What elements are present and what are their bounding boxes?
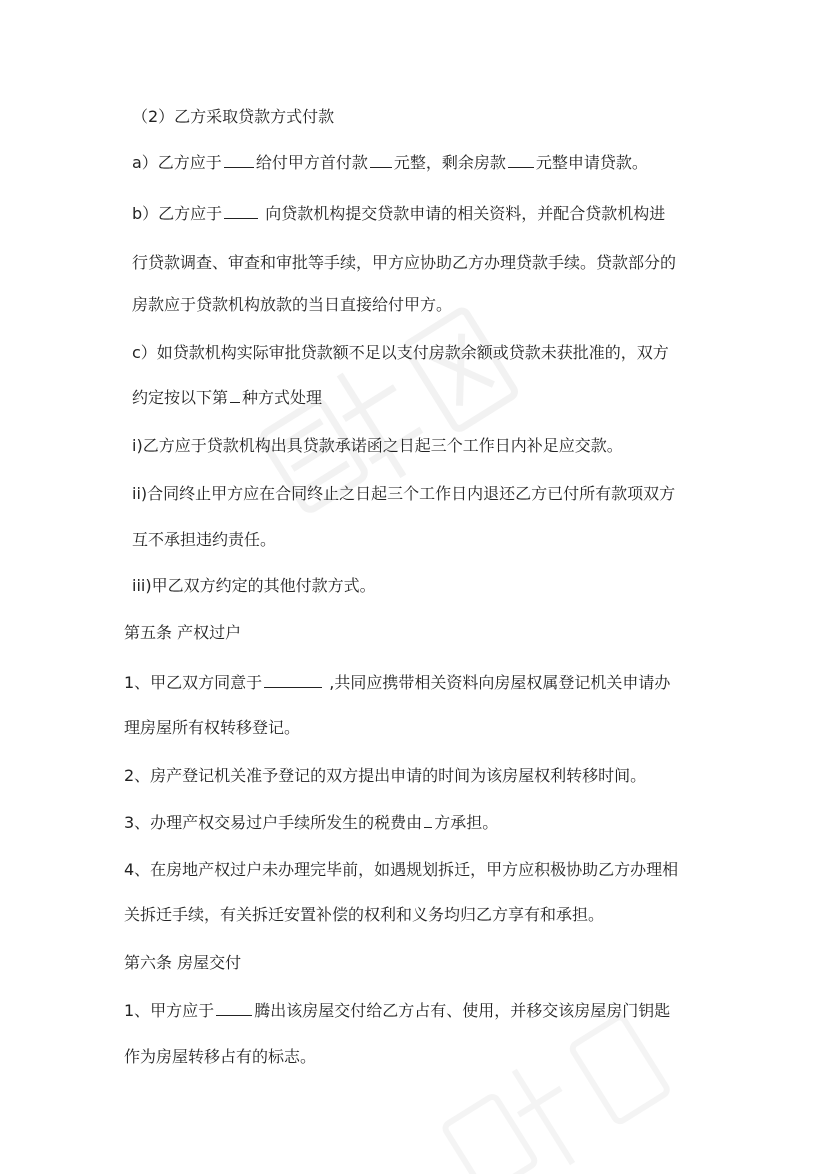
paragraph-line [132, 294, 452, 316]
paragraph-line [124, 717, 300, 739]
line-text: 向贷款机构提交贷款申请的相关资料，并配合贷款机构进 [260, 204, 666, 223]
line-text: 种方式处理 [242, 388, 323, 407]
fill-in-blank [224, 152, 254, 168]
line-text: （2）乙方采取贷款方式付款 [132, 107, 335, 126]
fill-in-blank [424, 812, 432, 828]
line-text: 约定按以下第 [132, 388, 229, 407]
fill-in-blank [230, 387, 240, 403]
line-text: 理房屋所有权转移登记。 [124, 718, 301, 737]
fill-in-blank [216, 1000, 252, 1016]
line-text: i)乙方应于贷款机构出具贷款承诺函之日起三个工作日内补足应交款。 [132, 436, 623, 455]
paragraph-line [124, 1000, 670, 1022]
fill-in-blank [264, 672, 322, 688]
line-text: a）乙方应于 [132, 153, 222, 172]
paragraph-line [132, 342, 669, 364]
line-text: 元整，剩余房款 [393, 153, 506, 172]
fill-in-blank [224, 203, 258, 219]
paragraph-line [124, 765, 646, 787]
line-text: 房款应于贷款机构放款的当日直接给付甲方。 [132, 295, 453, 314]
line-text: b）乙方应于 [132, 204, 223, 223]
paragraph-line [132, 529, 276, 551]
line-text: 互不承担违约责任。 [132, 530, 277, 549]
line-text: 4、在房地产权过户未办理完毕前，如遇规划拆迁，甲方应积极协助乙方办理相 [124, 860, 679, 879]
paragraph-line [124, 859, 678, 881]
line-text: ii)合同终止甲方应在合同终止之日起三个工作日内退还乙方已付所有款项双方 [132, 484, 676, 503]
line-text: 关拆迁手续，有关拆迁安置补偿的权利和义务均归乙方享有和承担。 [124, 905, 605, 924]
section-heading [124, 622, 241, 644]
paragraph-line [124, 812, 498, 834]
line-text: 作为房屋转移占有的标志。 [124, 1047, 317, 1066]
paragraph-line [124, 672, 670, 694]
paragraph-line [132, 575, 376, 597]
paragraph-line [132, 203, 665, 225]
paragraph-line [124, 1046, 316, 1068]
line-text: c）如贷款机构实际审批贷款额不足以支付房款余额或贷款未获批准的，双方 [132, 343, 669, 362]
line-text: 1、甲方应于 [124, 1001, 215, 1020]
fill-in-blank [508, 152, 534, 168]
line-text: 1、甲乙双方同意于 [124, 673, 263, 692]
line-text: 2、房产登记机关准予登记的双方提出申请的时间为该房屋权利转移时间。 [124, 766, 647, 785]
paragraph-line [132, 106, 334, 128]
line-text: 给付甲方首付款 [255, 153, 368, 172]
paragraph-line [132, 387, 322, 409]
line-text: 行贷款调查、审查和审批等手续，甲方应协助乙方办理贷款手续。贷款部分的 [132, 253, 677, 272]
watermark-logo-secondary [410, 953, 749, 1174]
line-text: iii)甲乙双方约定的其他付款方式。 [132, 576, 376, 595]
line-text: 3、办理产权交易过户手续所发生的税费由 [124, 813, 423, 832]
paragraph-line [132, 483, 675, 505]
fill-in-blank [370, 152, 392, 168]
line-text: ,共同应携带相关资料向房屋权属登记机关申请办 [324, 673, 671, 692]
heading-text: 第五条 产权过户 [124, 623, 242, 642]
line-text: 方承担。 [434, 813, 499, 832]
section-heading [124, 952, 241, 974]
paragraph-line [132, 252, 676, 274]
heading-text: 第六条 房屋交付 [124, 953, 242, 972]
paragraph-line [132, 435, 623, 457]
line-text: 腾出该房屋交付给乙方占有、使用，并移交该房屋房门钥匙 [254, 1001, 671, 1020]
paragraph-line [124, 904, 604, 926]
paragraph-line [132, 152, 648, 174]
line-text: 元整申请贷款。 [535, 153, 648, 172]
